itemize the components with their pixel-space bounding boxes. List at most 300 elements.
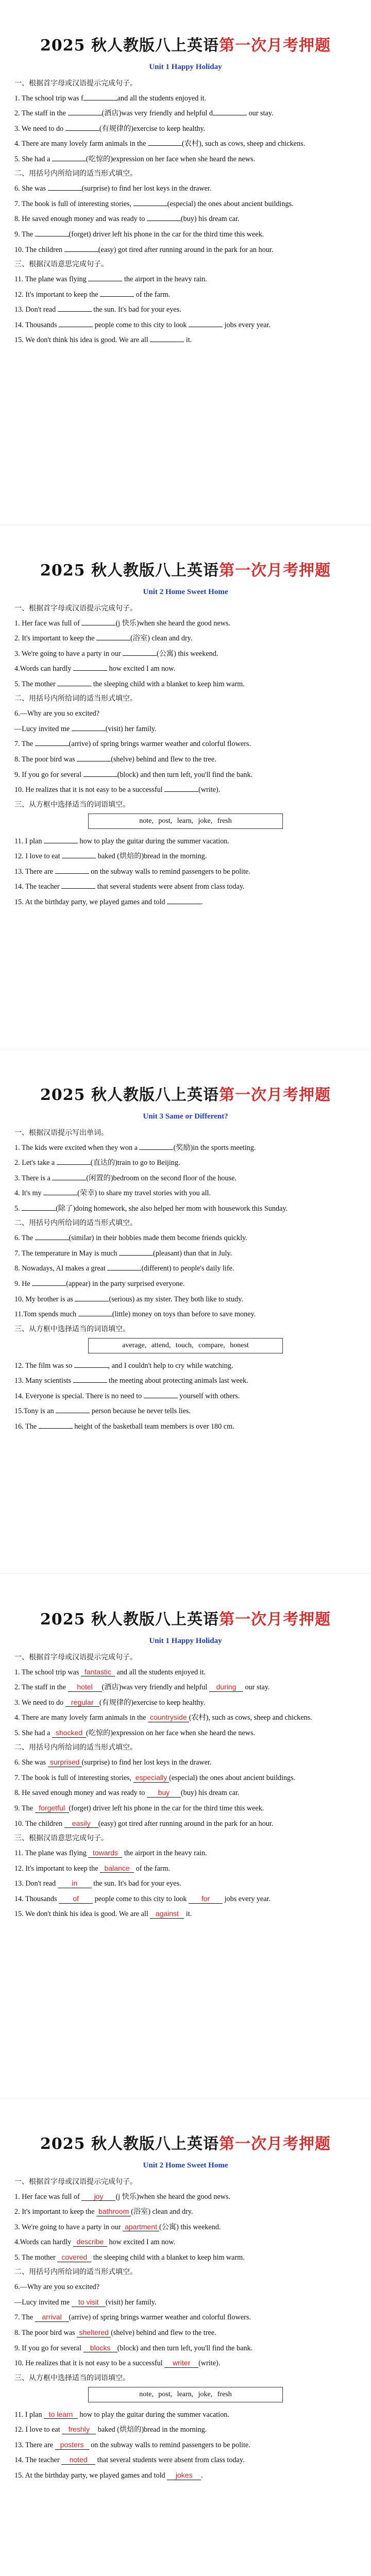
question-text: the meeting about protecting animals last week. bbox=[107, 1377, 248, 1385]
question-text: how excited I am now. bbox=[107, 2238, 176, 2247]
answer-blank: in bbox=[58, 1879, 92, 1888]
question-text: 10. The children bbox=[14, 245, 64, 254]
question-line bbox=[14, 244, 357, 257]
fill-blank[interactable] bbox=[55, 873, 89, 874]
question-line bbox=[14, 880, 357, 894]
question-text: 2. The staff in the bbox=[14, 1683, 68, 1692]
fill-blank[interactable] bbox=[83, 776, 117, 777]
fill-blank[interactable] bbox=[148, 145, 182, 146]
section-heading: 一、根据首字母或汉语提示完成句子。 bbox=[14, 2177, 137, 2186]
question-line bbox=[14, 1818, 357, 1831]
question-line bbox=[14, 1247, 357, 1261]
question-text: . bbox=[201, 2471, 203, 2480]
question-line bbox=[14, 1787, 357, 1800]
page-title-main: 2025 秋人教版八上英语 bbox=[40, 562, 219, 580]
question-text: (visit) her family. bbox=[105, 2298, 157, 2307]
question-line bbox=[14, 2236, 357, 2249]
question-text: 14. The teacher bbox=[14, 2456, 62, 2465]
question-line bbox=[14, 2357, 357, 2370]
question-line bbox=[14, 1772, 357, 1785]
question-line bbox=[14, 1697, 357, 1710]
question-text: (easy) got tired after running around in the park for an hour. bbox=[98, 1819, 274, 1828]
section-heading: 一、根据首字母或汉语提示完成句子。 bbox=[14, 1653, 137, 1662]
question-text: (surprise) to find her lost keys in the drawer. bbox=[81, 1758, 212, 1767]
answer-blank: joy bbox=[81, 2192, 115, 2201]
question-line bbox=[14, 319, 357, 332]
answer-blank: to visit bbox=[72, 2298, 106, 2307]
question-text: 14. Thousands bbox=[14, 320, 59, 329]
question-text: (appear) in the party surprised everyone. bbox=[66, 1280, 185, 1288]
question-text: yourself with others. bbox=[177, 1392, 240, 1400]
question-text: 5. The mother bbox=[14, 680, 58, 688]
fill-blank[interactable] bbox=[64, 251, 98, 252]
question-text: the sun. It's bad for your eyes. bbox=[91, 1879, 181, 1888]
page-title-main: 2025 秋人教版八上英语 bbox=[40, 1611, 219, 1629]
question-text: (直达的)train to go to Beijing. bbox=[90, 1159, 180, 1167]
question-line bbox=[14, 153, 357, 166]
question-text: how to play the guitar during the summer vacation. bbox=[78, 2410, 229, 2419]
question-text: and all the students enjoyed it. bbox=[117, 94, 207, 103]
answer-blank: apartment bbox=[123, 2223, 159, 2232]
question-text: (write). bbox=[198, 786, 221, 794]
section-heading: 一、根据汉语提示写出单词。 bbox=[14, 1128, 108, 1137]
page-title-main: 2025 秋人教版八上英语 bbox=[40, 2135, 219, 2153]
question-text: 8. The poor bird was bbox=[14, 2329, 77, 2337]
question-text: 13. Don't read bbox=[14, 1879, 58, 1888]
section-heading: 三、根据汉语意思完成句子。 bbox=[14, 1834, 108, 1843]
question-text: people come to this city to look bbox=[93, 1894, 189, 1903]
question-text: (闲置的)bedroom on the second floor of the house. bbox=[86, 1174, 237, 1182]
question-line bbox=[14, 2251, 357, 2265]
question-text: jobs every year. bbox=[223, 320, 271, 329]
page-title-highlight: 第一次月考押题 bbox=[218, 37, 331, 55]
question-text: (有规律的)exercise to keep healthy. bbox=[99, 1698, 206, 1707]
question-text: our stay. bbox=[243, 1683, 270, 1692]
question-text: 10. He realizes that it is not easy to be a successful bbox=[14, 2359, 165, 2368]
question-text: 9. If you go for several bbox=[14, 2344, 83, 2352]
answer-blank: buy bbox=[147, 1788, 181, 1798]
question-line bbox=[14, 1756, 357, 1770]
question-line bbox=[14, 896, 357, 909]
answer-blank: noted bbox=[61, 2455, 95, 2465]
answer-blank: against bbox=[150, 1909, 184, 1919]
question-text: 3. We need to do bbox=[14, 124, 65, 133]
answer-blank: during bbox=[209, 1683, 243, 1692]
question-text: how to play the guitar during the summer vacation. bbox=[78, 837, 229, 845]
page-title-highlight: 第一次月考押题 bbox=[218, 1611, 331, 1629]
question-text: 6. She was bbox=[14, 184, 48, 193]
question-text: (j 快乐)when she heard the good news. bbox=[115, 619, 230, 628]
section-heading: 三、根据汉语意思完成句子。 bbox=[14, 260, 108, 269]
question-text: 1. Her face was full of bbox=[14, 619, 82, 628]
question-text: 14. The teacher bbox=[14, 883, 62, 891]
question-text: 8. He saved enough money and was ready to bbox=[14, 1789, 147, 1798]
fill-blank[interactable] bbox=[164, 791, 198, 792]
question-text: 15. At the birthday party, we played games and told bbox=[14, 897, 167, 906]
question-line bbox=[14, 107, 357, 121]
question-text: (especial) the ones about ancient buildings. bbox=[167, 199, 294, 208]
question-text: 14. Thousands bbox=[14, 1894, 59, 1903]
fill-blank[interactable] bbox=[22, 1210, 56, 1211]
question-text: person because he never tells lies. bbox=[90, 1407, 191, 1416]
question-line bbox=[14, 2311, 357, 2325]
fill-blank[interactable] bbox=[139, 1149, 173, 1150]
answer-blank: of bbox=[59, 1894, 93, 1904]
fill-blank[interactable] bbox=[39, 1428, 73, 1429]
unit-heading: Unit 2 Home Sweet Home bbox=[143, 2161, 228, 2170]
question-text: 2. The staff in the bbox=[14, 109, 68, 118]
question-text: the sleeping child with a blanket to keep him warm. bbox=[91, 680, 245, 688]
section-heading: 二、用括号内所给词的适当形式填空。 bbox=[14, 1743, 137, 1752]
question-text: 7. The book is full of interesting stories, bbox=[14, 199, 133, 208]
word-bank-box: note, post, learn, joke, fresh bbox=[88, 2387, 283, 2402]
word-bank-box: average, attend, touch, compare, honest bbox=[88, 1338, 283, 1353]
fill-blank[interactable] bbox=[61, 888, 95, 889]
question-line bbox=[14, 213, 357, 226]
question-text: 12. It's important to keep the bbox=[14, 290, 100, 299]
question-line bbox=[14, 1172, 357, 1185]
question-line bbox=[14, 632, 357, 646]
question-text: (arrive) of spring brings warmer weather and colorful flowers. bbox=[69, 740, 251, 749]
question-line bbox=[14, 1893, 357, 1906]
question-text: it. bbox=[184, 1910, 192, 1919]
question-line bbox=[14, 1360, 357, 1373]
question-text: height of the basketball team members is over 180 cm. bbox=[72, 1422, 234, 1431]
answer-blank: towards bbox=[88, 1849, 122, 1858]
page-title bbox=[14, 1610, 357, 1630]
question-text: (酒店)was very friendly and helpful bbox=[102, 1683, 209, 1692]
fill-blank[interactable] bbox=[73, 1382, 107, 1383]
question-text: 15.Tony is an bbox=[14, 1407, 56, 1416]
question-text: (block) and then turn left, you'll find the bank. bbox=[117, 2344, 253, 2352]
question-text: 3. We're going to have a party in our bbox=[14, 2223, 123, 2231]
question-line bbox=[14, 1157, 357, 1170]
question-text: 3. We're going to have a party in our bbox=[14, 649, 123, 658]
exam-page bbox=[0, 2098, 371, 2576]
question-text: (吃惊的)expression on her face when she heard the news. bbox=[86, 155, 256, 163]
question-text: (酒店)was very friendly and helpful d bbox=[102, 109, 213, 118]
question-line bbox=[14, 1420, 357, 1434]
question-text: it. bbox=[184, 336, 192, 345]
question-text: (write). bbox=[198, 2359, 221, 2368]
question-text: (有规律的)exercise to keep healthy. bbox=[99, 124, 206, 133]
question-text: (浴室) clean and dry. bbox=[131, 2208, 193, 2216]
question-text: (buy) his dream car. bbox=[180, 215, 240, 224]
question-line bbox=[14, 2409, 357, 2422]
question-text: 3. We need to do bbox=[14, 1698, 65, 1707]
unit-heading: Unit 3 Same or Different? bbox=[143, 1112, 228, 1121]
question-text: (吃惊的)expression on her face when she heard the news. bbox=[86, 1728, 256, 1737]
fill-blank[interactable] bbox=[73, 670, 107, 671]
question-text: 12. I love to eat bbox=[14, 852, 62, 861]
question-text: (公寓) this weekend. bbox=[159, 2223, 221, 2231]
question-text: 6. The bbox=[14, 1234, 35, 1243]
question-line bbox=[14, 617, 357, 631]
section-heading: 三、从方框中选择适当的词语填空。 bbox=[14, 1325, 130, 1333]
question-line bbox=[14, 1405, 357, 1418]
question-line bbox=[14, 2327, 357, 2340]
question-text: on the subway walls to remind passengers to be polite. bbox=[89, 2441, 250, 2449]
question-line bbox=[14, 198, 357, 211]
question-text: of the farm. bbox=[134, 290, 171, 299]
fill-blank[interactable] bbox=[57, 1164, 91, 1165]
question-line bbox=[14, 678, 357, 691]
question-line bbox=[14, 289, 357, 302]
question-text: 1. Her face was full of bbox=[14, 2192, 82, 2201]
question-text: baked (烘焙的)bread in the morning. bbox=[96, 2426, 207, 2434]
question-line bbox=[14, 738, 357, 751]
question-line bbox=[14, 1390, 357, 1403]
question-text: 4. There are many lovely farm animals in the bbox=[14, 1714, 148, 1722]
question-text: —Lucy invited me bbox=[14, 724, 72, 733]
page-title bbox=[14, 561, 357, 581]
question-line bbox=[14, 1847, 357, 1860]
answer-blank: covered bbox=[57, 2253, 91, 2262]
question-text: (surprise) to find her lost keys in the drawer. bbox=[81, 184, 212, 193]
question-text: (pleasant) than that in July. bbox=[153, 1249, 232, 1258]
question-line bbox=[14, 138, 357, 151]
question-text: 14. Everyone is special. There is no need to bbox=[14, 1392, 144, 1400]
question-line bbox=[14, 1908, 357, 1921]
answer-blank: to learn bbox=[44, 2410, 78, 2419]
question-text: , and I couldn't help to cry while watching. bbox=[108, 1361, 233, 1370]
question-line bbox=[14, 1262, 357, 1276]
fill-blank[interactable] bbox=[48, 190, 82, 191]
question-text: 9. If you go for several bbox=[14, 770, 83, 779]
question-line bbox=[14, 1681, 357, 1694]
question-line bbox=[14, 1308, 357, 1321]
question-line bbox=[14, 1727, 357, 1740]
page-title-highlight: 第一次月考押题 bbox=[218, 1086, 331, 1104]
section-heading: 一、根据首字母或汉语提示完成句子。 bbox=[14, 79, 137, 88]
question-line bbox=[14, 1202, 357, 1216]
question-text: 15. At the birthday party, we played games and told bbox=[14, 2471, 167, 2480]
question-text: 8. He saved enough money and was ready to bbox=[14, 215, 147, 224]
section-heading: 二、用括号内所给词的适当形式填空。 bbox=[14, 694, 137, 703]
question-text: 7. The book is full of interesting stories, bbox=[14, 1773, 133, 1782]
question-text: 11. The plane was flying bbox=[14, 1849, 89, 1858]
exam-page bbox=[0, 0, 371, 524]
question-text: 9. The bbox=[14, 1804, 35, 1812]
question-text: (similar) in their hobbies made them become friends quickly. bbox=[69, 1234, 247, 1243]
question-text: the sleeping child with a blanket to keep him warm. bbox=[91, 2253, 245, 2262]
answer-blank: bathroom bbox=[96, 2207, 131, 2216]
question-line bbox=[14, 769, 357, 782]
question-text: 9. The bbox=[14, 230, 35, 239]
answer-blank: freshly bbox=[62, 2425, 96, 2434]
question-text: (j 快乐)when she heard the good news. bbox=[115, 2192, 230, 2201]
question-text: (农村), such as cows, sheep and chickens. bbox=[181, 140, 306, 148]
question-text: 5. She had a bbox=[14, 155, 52, 163]
page-title-main: 2025 秋人教版八上英语 bbox=[40, 1086, 219, 1104]
answer-blank: sheltered bbox=[77, 2328, 111, 2337]
question-line bbox=[14, 1278, 357, 1291]
question-text: baked (烘焙的)bread in the morning. bbox=[96, 852, 207, 861]
fill-blank[interactable] bbox=[100, 296, 134, 297]
question-text: (除了)doing homework, she also helped her mom with housework this Sunday. bbox=[56, 1204, 288, 1213]
question-line bbox=[14, 1293, 357, 1307]
question-text: 1. The school trip was f bbox=[14, 94, 83, 103]
exam-page bbox=[0, 1573, 371, 2098]
question-line bbox=[14, 723, 357, 736]
question-line bbox=[14, 273, 357, 286]
question-line bbox=[14, 2439, 357, 2452]
fill-blank[interactable] bbox=[35, 745, 69, 746]
question-line bbox=[14, 784, 357, 797]
question-text: (shelve) behind and flew to the tree. bbox=[111, 2329, 216, 2337]
question-line bbox=[14, 753, 357, 767]
question-text: that several students were absent from class today. bbox=[95, 2456, 245, 2465]
question-line bbox=[14, 2424, 357, 2437]
question-line bbox=[14, 2206, 357, 2219]
answer-blank: hotel bbox=[68, 1683, 102, 1692]
question-line bbox=[14, 1877, 357, 1891]
question-text: (forget) driver left his phone in the car for the third time this week. bbox=[69, 1804, 264, 1812]
answer-blank: especially bbox=[133, 1773, 169, 1783]
answer-blank: balance bbox=[100, 1864, 134, 1873]
question-text: 7. The bbox=[14, 740, 35, 749]
question-text: 4. It's my bbox=[14, 1189, 44, 1198]
question-line bbox=[14, 1711, 357, 1725]
question-text: 11.Tom spends much bbox=[14, 1310, 78, 1319]
question-line bbox=[14, 228, 357, 242]
answer-blank: forgetful bbox=[35, 1804, 69, 1813]
question-text: 7. The temperature in May is much bbox=[14, 1249, 120, 1258]
question-line bbox=[14, 182, 357, 196]
question-text: 12. I love to eat bbox=[14, 2426, 62, 2434]
question-text: 4.Words can hardly bbox=[14, 665, 73, 673]
section-heading: 二、用括号内所给词的适当形式填空。 bbox=[14, 2268, 137, 2277]
answer-blank: describe bbox=[73, 2238, 107, 2247]
question-text: 10. My brother is as bbox=[14, 1295, 75, 1303]
answer-blank: countryside bbox=[148, 1713, 189, 1722]
question-text: the airport in the heavy rain. bbox=[122, 275, 207, 284]
question-text: (visit) her family. bbox=[105, 724, 157, 733]
question-text: on the subway walls to remind passengers to be polite. bbox=[89, 867, 250, 876]
question-line bbox=[14, 303, 357, 317]
question-text: (different) to people's daily life. bbox=[141, 1264, 234, 1273]
answer-blank: writer bbox=[164, 2359, 198, 2368]
question-text: and all the students enjoyed it. bbox=[114, 1668, 206, 1676]
question-text: 8. The poor bird was bbox=[14, 755, 77, 764]
question-text: —Lucy invited me bbox=[14, 2298, 72, 2307]
question-text: (serious) as my sister. They both like to study. bbox=[109, 1295, 243, 1303]
question-text: 6. She was bbox=[14, 1758, 48, 1767]
question-text: 4. There are many lovely farm animals in the bbox=[14, 140, 148, 148]
fill-blank[interactable] bbox=[58, 311, 92, 312]
fill-blank[interactable] bbox=[119, 1255, 153, 1256]
page-title bbox=[14, 2134, 357, 2154]
question-line bbox=[14, 92, 357, 106]
question-text: 12. It's important to keep the bbox=[14, 1864, 100, 1873]
question-text: 7. The bbox=[14, 2313, 35, 2322]
question-text: (农村), such as cows, sheep and chickens. bbox=[189, 1714, 312, 1722]
question-line bbox=[14, 648, 357, 661]
question-text: the sun. It's bad for your eyes. bbox=[91, 306, 181, 314]
unit-heading: Unit 1 Happy Holiday bbox=[149, 62, 222, 71]
exam-page bbox=[0, 524, 371, 1049]
question-text: 13. There are bbox=[14, 867, 55, 876]
question-line bbox=[14, 1666, 357, 1680]
page-title-highlight: 第一次月考押题 bbox=[218, 2135, 331, 2153]
page-title bbox=[14, 1086, 357, 1105]
fill-blank[interactable] bbox=[32, 1285, 66, 1286]
question-text: 10. The children bbox=[14, 1819, 64, 1828]
question-text: (荣幸) to share my travel stories with you all. bbox=[77, 1189, 211, 1198]
question-text: 9. He bbox=[14, 1280, 32, 1288]
question-line bbox=[14, 334, 357, 347]
question-text: 4.Words can hardly bbox=[14, 2238, 73, 2247]
question-text: the airport in the heavy rain. bbox=[122, 1849, 207, 1858]
section-heading: 二、用括号内所给词的适当形式填空。 bbox=[14, 1219, 137, 1228]
answer-blank: regular bbox=[65, 1698, 99, 1707]
answer-blank: jokes bbox=[167, 2471, 201, 2480]
answer-blank: posters bbox=[55, 2441, 89, 2450]
fill-blank[interactable] bbox=[65, 130, 99, 131]
answer-blank: surprised bbox=[48, 1758, 82, 1767]
question-text: 12. The film was so bbox=[14, 1361, 74, 1370]
question-line bbox=[14, 123, 357, 136]
question-line bbox=[14, 2221, 357, 2234]
question-text: 3. There is a bbox=[14, 1174, 53, 1182]
question-text: 1. The kids were excited when they won a bbox=[14, 1143, 140, 1152]
question-text: that several students were absent from class today. bbox=[95, 883, 245, 891]
section-heading: 一、根据首字母或汉语提示完成句子。 bbox=[14, 604, 137, 613]
question-text: . bbox=[201, 897, 203, 906]
question-text: (buy) his dream car. bbox=[180, 1789, 240, 1798]
answer-blank: fantastic bbox=[81, 1668, 115, 1677]
question-line bbox=[14, 707, 357, 721]
unit-heading: Unit 2 Home Sweet Home bbox=[143, 587, 228, 596]
question-text: (forget) driver left his phone in the car for the third time this week. bbox=[69, 230, 264, 239]
question-line bbox=[14, 866, 357, 879]
question-text: (easy) got tired after running around in the park for an hour. bbox=[98, 245, 274, 254]
question-text: 5. bbox=[14, 1204, 22, 1213]
fill-blank[interactable] bbox=[74, 1367, 108, 1368]
question-line bbox=[14, 1232, 357, 1245]
question-text: (公寓) this weekend. bbox=[156, 649, 218, 658]
fill-blank[interactable] bbox=[123, 655, 157, 656]
page-title bbox=[14, 36, 357, 56]
question-text: (block) and then turn left, you'll find the bank. bbox=[117, 770, 253, 779]
question-line bbox=[14, 835, 357, 849]
question-text: 13. Don't read bbox=[14, 306, 58, 314]
section-heading: 三、从方框中选择适当的词语填空。 bbox=[14, 2374, 130, 2382]
question-line bbox=[14, 1375, 357, 1388]
question-text: our stay. bbox=[247, 109, 274, 118]
question-line bbox=[14, 2342, 357, 2355]
page-title-main: 2025 秋人教版八上英语 bbox=[40, 37, 219, 55]
question-text: 2. It's important to keep the bbox=[14, 634, 96, 643]
question-text: 13. There are bbox=[14, 2441, 55, 2449]
question-text: jobs every year. bbox=[223, 1894, 271, 1903]
answer-blank: shocked bbox=[52, 1728, 86, 1738]
page-title-highlight: 第一次月考押题 bbox=[218, 562, 331, 580]
exam-page bbox=[0, 1049, 371, 1573]
question-text: 11. I plan bbox=[14, 837, 44, 845]
answer-blank: blocks bbox=[83, 2344, 117, 2353]
question-line bbox=[14, 1802, 357, 1816]
question-text: 6.—Why are you so excited? bbox=[14, 709, 100, 718]
question-text: 16. The bbox=[14, 1422, 39, 1431]
answer-blank: arrival bbox=[35, 2313, 69, 2322]
section-heading: 三、从方框中选择适当的词语填空。 bbox=[14, 800, 130, 809]
answer-blank: easily bbox=[64, 1819, 98, 1828]
question-text: 2. Let's take a bbox=[14, 1159, 57, 1167]
question-text: 11. The plane was flying bbox=[14, 275, 89, 284]
question-text: (little) money on toys than before to save money. bbox=[112, 1310, 256, 1319]
question-text: (especial) the ones about ancient buildings. bbox=[169, 1773, 296, 1782]
